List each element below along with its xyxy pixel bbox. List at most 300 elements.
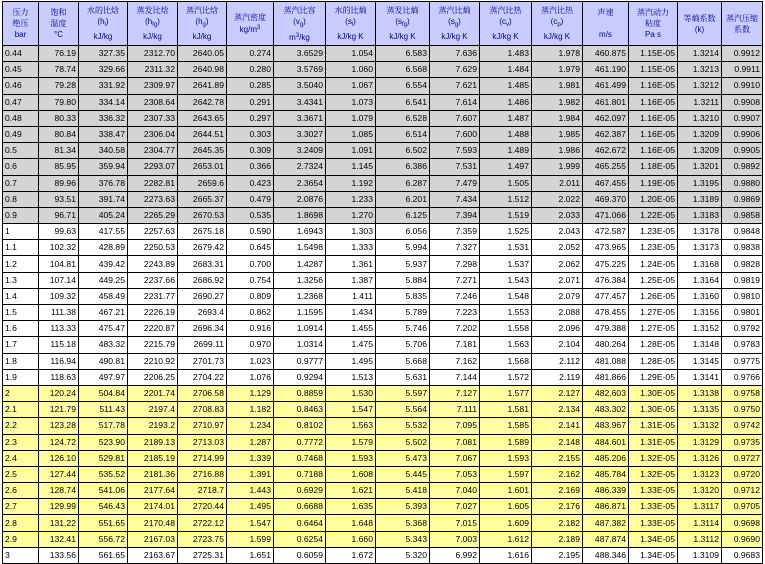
- pressure-cell: 2.4: [3, 450, 39, 466]
- column-header-line: 声速: [597, 8, 614, 17]
- table-row: [3, 385, 763, 401]
- column-header-line: kJ/kg K: [441, 32, 468, 41]
- table-row: [3, 499, 763, 515]
- table-cell: 1.15E-05: [629, 46, 678, 62]
- table-cell: 1.34E-05: [629, 547, 678, 563]
- pressure-cell: 2.5: [3, 466, 39, 482]
- table-cell: 482.603: [583, 385, 629, 401]
- table-cell: 1.16E-05: [629, 126, 678, 142]
- table-cell: 6.201: [376, 191, 430, 207]
- table-cell: 7.181: [430, 337, 480, 353]
- table-cell: 1.23E-05: [629, 224, 678, 240]
- table-cell: 467.21: [79, 305, 128, 321]
- table-cell: 2.189: [532, 531, 583, 547]
- table-cell: 2.079: [532, 288, 583, 304]
- table-cell: 2643.65: [178, 110, 227, 126]
- table-cell: 2.088: [532, 305, 583, 321]
- column-header-line: 温度: [50, 19, 67, 28]
- table-cell: 1.339: [227, 450, 274, 466]
- table-cell: 1.33E-05: [629, 483, 678, 499]
- table-cell: 80.84: [39, 126, 79, 142]
- table-cell: 1.553: [480, 305, 532, 321]
- table-cell: 2.112: [532, 353, 583, 369]
- table-cell: 1.073: [326, 94, 376, 110]
- table-cell: 7.202: [430, 321, 480, 337]
- table-cell: 6.554: [376, 78, 430, 94]
- table-cell: 2640.05: [178, 46, 227, 62]
- table-cell: 1.391: [227, 466, 274, 482]
- table-cell: 6.056: [376, 224, 430, 240]
- table-cell: 0.916: [227, 321, 274, 337]
- column-header-line: 蒸汽动力: [637, 8, 669, 17]
- table-cell: 2231.77: [128, 288, 178, 304]
- table-cell: 1.599: [227, 531, 274, 547]
- table-cell: 1.475: [326, 337, 376, 353]
- table-cell: 1.32E-05: [629, 450, 678, 466]
- table-cell: 1.3164: [678, 272, 722, 288]
- table-cell: 2306.04: [128, 126, 178, 142]
- table-cell: 490.81: [79, 353, 128, 369]
- column-header-line: kJ/kg K: [543, 32, 571, 41]
- table-cell: 1.33E-05: [629, 499, 678, 515]
- table-cell: 449.25: [79, 272, 128, 288]
- table-cell: 511.43: [79, 402, 128, 418]
- table-cell: 535.52: [79, 466, 128, 482]
- column-header-line: $(h_l)$: [97, 17, 109, 28]
- column-header-line: $kg/m^3$: [239, 25, 261, 34]
- table-cell: 0.6464: [274, 515, 326, 531]
- table-cell: 485.206: [583, 450, 629, 466]
- table-cell: 458.49: [79, 288, 128, 304]
- table-cell: 6.125: [376, 207, 430, 223]
- table-cell: 0.7188: [274, 466, 326, 482]
- table-cell: 1.067: [326, 78, 376, 94]
- table-cell: 1.333: [326, 240, 376, 256]
- table-cell: 121.79: [39, 402, 79, 418]
- column-header-line: $(h_{fg})$: [145, 17, 160, 28]
- table-cell: 81.34: [39, 143, 79, 159]
- table-cell: 1.513: [326, 369, 376, 385]
- table-cell: 480.264: [583, 337, 629, 353]
- table-cell: 6.528: [376, 110, 430, 126]
- pressure-cell: 1.1: [3, 240, 39, 256]
- column-header-line: 水的比熵: [334, 6, 367, 15]
- table-cell: 561.65: [79, 547, 128, 563]
- column-header-line: 蒸汽比熵: [438, 6, 471, 15]
- table-cell: 7.636: [430, 46, 480, 62]
- table-cell: 0.9742: [722, 418, 763, 434]
- table-cell: 5.564: [376, 402, 430, 418]
- table-cell: 460.875: [583, 46, 629, 62]
- table-cell: 529.81: [79, 450, 128, 466]
- table-cell: 1.547: [227, 515, 274, 531]
- pressure-cell: 2.6: [3, 483, 39, 499]
- table-cell: 1.3145: [678, 353, 722, 369]
- table-row: [3, 159, 763, 175]
- table-cell: 1.612: [480, 531, 532, 547]
- table-cell: 0.9683: [722, 547, 763, 563]
- table-cell: 2210.92: [128, 353, 178, 369]
- table-cell: 1.27E-05: [629, 305, 678, 321]
- table-cell: 2193.2: [128, 418, 178, 434]
- table-cell: 1.660: [326, 531, 376, 547]
- table-cell: 2215.79: [128, 337, 178, 353]
- table-cell: 2185.19: [128, 450, 178, 466]
- table-cell: 2675.18: [178, 224, 227, 240]
- table-cell: 7.162: [430, 353, 480, 369]
- column-header-line: 蒸汽密度: [234, 13, 266, 22]
- column-header-line: kJ/kg K: [337, 32, 364, 41]
- table-cell: 471.066: [583, 207, 629, 223]
- table-cell: 6.386: [376, 159, 430, 175]
- table-cell: 0.809: [227, 288, 274, 304]
- table-cell: 2644.51: [178, 126, 227, 142]
- table-cell: 2177.64: [128, 483, 178, 499]
- table-cell: 1.485: [480, 78, 532, 94]
- table-cell: 1.3141: [678, 369, 722, 385]
- table-cell: 0.700: [227, 256, 274, 272]
- table-cell: 2.043: [532, 224, 583, 240]
- table-cell: 3.6529: [274, 46, 326, 62]
- table-cell: 2714.99: [178, 450, 227, 466]
- table-cell: 2309.97: [128, 78, 178, 94]
- table-cell: 2.096: [532, 321, 583, 337]
- table-cell: 7.600: [430, 126, 480, 142]
- table-cell: 1.563: [326, 418, 376, 434]
- table-cell: 0.9848: [722, 224, 763, 240]
- table-cell: 0.9777: [274, 353, 326, 369]
- table-cell: 2693.4: [178, 305, 227, 321]
- table-cell: 1.3210: [678, 110, 722, 126]
- table-cell: 7.027: [430, 499, 480, 515]
- table-cell: 1.531: [480, 240, 532, 256]
- table-cell: 338.47: [79, 126, 128, 142]
- table-cell: 2307.33: [128, 110, 178, 126]
- table-cell: 124.72: [39, 434, 79, 450]
- table-cell: 0.9838: [722, 240, 763, 256]
- table-cell: 488.346: [583, 547, 629, 563]
- table-cell: 1.30E-05: [629, 402, 678, 418]
- table-cell: 7.067: [430, 450, 480, 466]
- table-cell: 3.5040: [274, 78, 326, 94]
- table-cell: 5.994: [376, 240, 430, 256]
- table-cell: 116.94: [39, 353, 79, 369]
- table-cell: 2.127: [532, 385, 583, 401]
- table-cell: 2.155: [532, 450, 583, 466]
- column-header-line: kJ/kg: [192, 32, 212, 41]
- table-cell: 2257.63: [128, 224, 178, 240]
- table-cell: 7.327: [430, 240, 480, 256]
- table-cell: 2642.78: [178, 94, 227, 110]
- table-cell: 129.99: [39, 499, 79, 515]
- table-cell: 6.583: [376, 46, 430, 62]
- table-cell: 0.9908: [722, 94, 763, 110]
- table-cell: 93.51: [39, 191, 79, 207]
- table-cell: 1.3152: [678, 321, 722, 337]
- table-cell: 0.9783: [722, 337, 763, 353]
- table-cell: 2.141: [532, 418, 583, 434]
- table-cell: 1.579: [326, 434, 376, 450]
- table-cell: 2690.27: [178, 288, 227, 304]
- column-header-line: 蒸汽比容: [283, 5, 316, 15]
- table-cell: 2722.12: [178, 515, 227, 531]
- table-cell: 1.24E-05: [629, 256, 678, 272]
- table-cell: 1.621: [326, 483, 376, 499]
- column-header-line: 系数: [734, 24, 750, 34]
- table-cell: 1.537: [480, 256, 532, 272]
- table-cell: 1.4287: [274, 256, 326, 272]
- table-cell: 1.497: [480, 159, 532, 175]
- table-cell: 131.22: [39, 515, 79, 531]
- table-cell: 1.3123: [678, 466, 722, 482]
- table-cell: 5.937: [376, 256, 430, 272]
- table-cell: 0.535: [227, 207, 274, 223]
- table-cell: 2.162: [532, 466, 583, 482]
- column-header-line: 蒸发比焓: [136, 6, 169, 15]
- table-cell: 1.443: [227, 483, 274, 499]
- table-cell: 1.079: [326, 110, 376, 126]
- pressure-cell: 1.7: [3, 337, 39, 353]
- column-header-line: 蒸汽比焓: [186, 6, 218, 15]
- table-cell: 2201.74: [128, 385, 178, 401]
- table-cell: 1.495: [326, 353, 376, 369]
- table-cell: 5.445: [376, 466, 430, 482]
- table-cell: 1.616: [480, 547, 532, 563]
- table-cell: 5.502: [376, 434, 430, 450]
- table-cell: 7.271: [430, 272, 480, 288]
- table-cell: 2.3654: [274, 175, 326, 191]
- table-cell: 1.3195: [678, 175, 722, 191]
- table-cell: 0.274: [227, 46, 274, 62]
- pressure-cell: 1.6: [3, 321, 39, 337]
- table-cell: 477.457: [583, 288, 629, 304]
- table-cell: 2.052: [532, 240, 583, 256]
- table-cell: 461.801: [583, 94, 629, 110]
- table-cell: 1.411: [326, 288, 376, 304]
- table-cell: 2640.98: [178, 62, 227, 78]
- table-row: [3, 62, 763, 78]
- table-cell: 0.9906: [722, 126, 763, 142]
- table-cell: 1.585: [480, 418, 532, 434]
- table-cell: 1.3173: [678, 240, 722, 256]
- table-cell: 541.06: [79, 483, 128, 499]
- table-cell: 1.16E-05: [629, 143, 678, 159]
- table-cell: 0.9690: [722, 531, 763, 547]
- table-cell: 0.9819: [722, 272, 763, 288]
- table-cell: 0.366: [227, 159, 274, 175]
- table-cell: 2174.01: [128, 499, 178, 515]
- column-header: [178, 2, 227, 46]
- column-header-line: kJ/kg K: [389, 32, 416, 41]
- table-row: [3, 110, 763, 126]
- table-cell: 2.062: [532, 256, 583, 272]
- table-cell: 462.097: [583, 110, 629, 126]
- table-cell: 476.384: [583, 272, 629, 288]
- table-cell: 2720.44: [178, 499, 227, 515]
- table-cell: 1.3138: [678, 385, 722, 401]
- table-cell: 2311.32: [128, 62, 178, 78]
- table-cell: 1.3178: [678, 224, 722, 240]
- table-cell: 5.343: [376, 531, 430, 547]
- table-cell: 2226.19: [128, 305, 178, 321]
- column-header: [3, 2, 39, 46]
- table-cell: 0.9750: [722, 402, 763, 418]
- column-header-line: $m^3/kg$: [289, 32, 310, 42]
- column-header-line: [585, 18, 626, 29]
- table-cell: 133.56: [39, 547, 79, 563]
- table-cell: 111.38: [39, 305, 79, 321]
- table-cell: 7.127: [430, 385, 480, 401]
- table-row: [3, 483, 763, 499]
- table-row: [3, 272, 763, 288]
- table-cell: 1.979: [532, 62, 583, 78]
- column-header-line: $(s_g)$: [448, 17, 461, 28]
- pressure-cell: 3: [3, 547, 39, 563]
- table-cell: 1.16E-05: [629, 110, 678, 126]
- table-cell: 2725.31: [178, 547, 227, 563]
- table-cell: 551.65: [79, 515, 128, 531]
- pressure-cell: 1.4: [3, 288, 39, 304]
- table-body: [3, 46, 763, 564]
- table-cell: 1.593: [480, 450, 532, 466]
- table-cell: 439.42: [79, 256, 128, 272]
- pressure-cell: 2.7: [3, 499, 39, 515]
- table-cell: 2282.81: [128, 175, 178, 191]
- table-cell: 2716.88: [178, 466, 227, 482]
- column-header-line: 蒸发比熵: [386, 6, 419, 15]
- pressure-cell: 2: [3, 385, 39, 401]
- table-cell: 0.9911: [722, 62, 763, 78]
- table-cell: 1.525: [480, 224, 532, 240]
- table-cell: 2718.7: [178, 483, 227, 499]
- pressure-cell: 1.8: [3, 353, 39, 369]
- table-cell: 327.35: [79, 46, 128, 62]
- column-header-line: kJ/kg K: [492, 32, 519, 41]
- table-cell: 1.3212: [678, 78, 722, 94]
- table-cell: 1.5498: [274, 240, 326, 256]
- table-cell: 1.3112: [678, 531, 722, 547]
- table-cell: 7.621: [430, 78, 480, 94]
- table-cell: 1.3114: [678, 515, 722, 531]
- table-row: [3, 321, 763, 337]
- table-cell: 1.6943: [274, 224, 326, 240]
- table-cell: 376.78: [79, 175, 128, 191]
- table-cell: 5.418: [376, 483, 430, 499]
- table-cell: 2.119: [532, 369, 583, 385]
- table-cell: 3.5769: [274, 62, 326, 78]
- table-cell: 7.223: [430, 305, 480, 321]
- table-cell: 1.547: [326, 402, 376, 418]
- table-cell: 405.24: [79, 207, 128, 223]
- table-cell: 2696.34: [178, 321, 227, 337]
- table-row: [3, 143, 763, 159]
- table-cell: 2.134: [532, 402, 583, 418]
- table-cell: 1.455: [326, 321, 376, 337]
- table-cell: 7.298: [430, 256, 480, 272]
- column-header-line: 等熵系数: [683, 13, 716, 23]
- table-cell: 2206.25: [128, 369, 178, 385]
- table-cell: 0.8463: [274, 402, 326, 418]
- table-cell: 1.593: [326, 450, 376, 466]
- table-cell: 1.434: [326, 305, 376, 321]
- table-cell: 2704.22: [178, 369, 227, 385]
- table-row: [3, 224, 763, 240]
- table-cell: 1.568: [480, 353, 532, 369]
- table-cell: 1.31E-05: [629, 418, 678, 434]
- table-cell: 1.672: [326, 547, 376, 563]
- table-cell: 0.6059: [274, 547, 326, 563]
- table-cell: 1.3183: [678, 207, 722, 223]
- table-cell: 483.967: [583, 418, 629, 434]
- table-cell: 6.541: [376, 94, 430, 110]
- table-cell: 1.361: [326, 256, 376, 272]
- table-cell: 2.176: [532, 499, 583, 515]
- table-cell: 1.234: [227, 418, 274, 434]
- column-header: [480, 2, 532, 46]
- table-cell: 118.63: [39, 369, 79, 385]
- table-cell: 2708.83: [178, 402, 227, 418]
- table-cell: 7.081: [430, 434, 480, 450]
- table-cell: 1.129: [227, 385, 274, 401]
- table-cell: 5.789: [376, 305, 430, 321]
- table-cell: 417.55: [79, 224, 128, 240]
- table-cell: 1.34E-05: [629, 531, 678, 547]
- table-cell: 5.597: [376, 385, 430, 401]
- table-cell: 1.3211: [678, 94, 722, 110]
- table-cell: 0.6688: [274, 499, 326, 515]
- table-cell: 5.668: [376, 353, 430, 369]
- table-cell: 1.1595: [274, 305, 326, 321]
- table-cell: 109.32: [39, 288, 79, 304]
- table-cell: 0.9910: [722, 78, 763, 94]
- table-cell: 6.502: [376, 143, 430, 159]
- table-cell: 7.111: [430, 402, 480, 418]
- table-cell: 0.9766: [722, 369, 763, 385]
- table-cell: 0.9775: [722, 353, 763, 369]
- table-cell: 1.303: [326, 224, 376, 240]
- table-cell: 1.608: [326, 466, 376, 482]
- table-cell: 107.14: [39, 272, 79, 288]
- table-cell: 0.8859: [274, 385, 326, 401]
- table-cell: 1.0314: [274, 337, 326, 353]
- table-cell: 1.487: [480, 110, 532, 126]
- table-cell: 2.0876: [274, 191, 326, 207]
- table-cell: 467.455: [583, 175, 629, 191]
- table-cell: 1.3209: [678, 143, 722, 159]
- pressure-cell: 0.9: [3, 207, 39, 223]
- table-cell: 7.434: [430, 191, 480, 207]
- table-cell: 329.66: [79, 62, 128, 78]
- column-header: [128, 2, 178, 46]
- column-header-line: 粘度: [645, 19, 661, 28]
- table-cell: 1.543: [480, 272, 532, 288]
- table-cell: 478.455: [583, 305, 629, 321]
- table-cell: 1.985: [532, 126, 583, 142]
- pressure-cell: 0.48: [3, 110, 39, 126]
- table-cell: 2181.36: [128, 466, 178, 482]
- table-row: [3, 126, 763, 142]
- table-cell: 428.89: [79, 240, 128, 256]
- column-header: [326, 2, 376, 46]
- table-cell: 1.489: [480, 143, 532, 159]
- table-cell: 0.9880: [722, 175, 763, 191]
- pressure-cell: 0.5: [3, 143, 39, 159]
- pressure-cell: 0.47: [3, 94, 39, 110]
- table-cell: 462.387: [583, 126, 629, 142]
- table-cell: 2665.37: [178, 191, 227, 207]
- table-cell: 1.609: [480, 515, 532, 531]
- table-cell: 0.309: [227, 143, 274, 159]
